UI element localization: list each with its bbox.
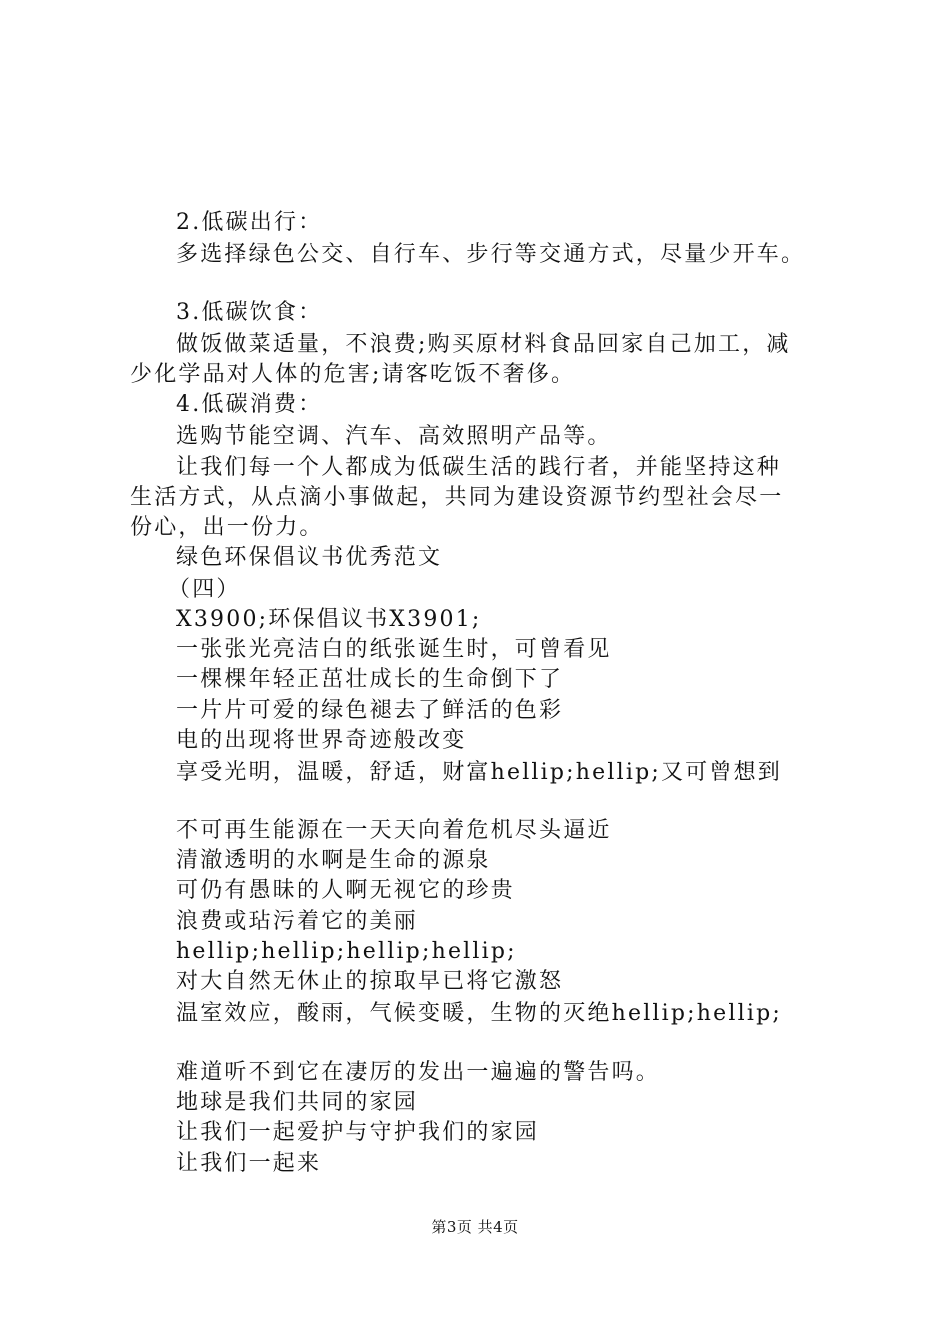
poem-line: 难道听不到它在凄厉的发出一遍遍的警告吗。 [176,1060,661,1085]
poem-line: 享受光明，温暖，舒适，财富hellip;hellip;又可曾想到 [176,760,782,785]
article-title: 绿色环保倡议书优秀范文 [176,545,443,570]
paragraph-line: 多选择绿色公交、自行车、步行等交通方式，尽量少开车。 [176,242,806,267]
poem-line: 不可再生能源在一天天向着危机尽头逼近 [176,818,612,843]
poem-line: 电的出现将世界奇迹般改变 [176,728,467,753]
poem-line: 让我们一起爱护与守护我们的家园 [176,1120,540,1145]
poem-line: X3900;环保倡议书X3901; [176,607,482,632]
poem-line: 让我们一起来 [176,1151,322,1176]
poem-line: 对大自然无休止的掠取早已将它激怒 [176,969,564,994]
poem-line: 一张张光亮洁白的纸张诞生时，可曾看见 [176,637,612,662]
poem-line: 一棵棵年轻正茁壮成长的生命倒下了 [176,667,564,692]
paragraph-line: 让我们每一个人都成为低碳生活的践行者，并能坚持这种 [176,455,782,480]
paragraph-line: 做饭做菜适量，不浪费;购买原材料食品回家自己加工，减 [176,332,791,357]
poem-line: 地球是我们共同的家园 [176,1090,419,1115]
page-number-footer: 第3页 共4页 [431,1218,519,1236]
poem-line: 浪费或玷污着它的美丽 [176,909,419,934]
section-heading-low-carbon-diet: 3.低碳饮食： [176,300,323,325]
section-heading-low-carbon-consumption: 4.低碳消费： [176,392,323,417]
poem-line: 温室效应，酸雨，气候变暖，生物的灭绝hellip;hellip; [176,1001,782,1026]
poem-line: 可仍有愚昧的人啊无视它的珍贵 [176,878,515,903]
poem-line: hellip;hellip;hellip;hellip; [176,939,517,964]
section-number: （四） [168,577,241,602]
paragraph-line: 生活方式，从点滴小事做起，共同为建设资源节约型社会尽一 [130,485,784,510]
section-heading-low-carbon-travel: 2.低碳出行： [176,210,323,235]
poem-line: 清澈透明的水啊是生命的源泉 [176,848,491,873]
paragraph-line: 选购节能空调、汽车、高效照明产品等。 [176,424,612,449]
poem-line: 一片片可爱的绿色褪去了鲜活的色彩 [176,698,564,723]
paragraph-line: 份心，出一份力。 [130,515,324,540]
paragraph-line: 少化学品对人体的危害;请客吃饭不奢侈。 [130,362,576,387]
